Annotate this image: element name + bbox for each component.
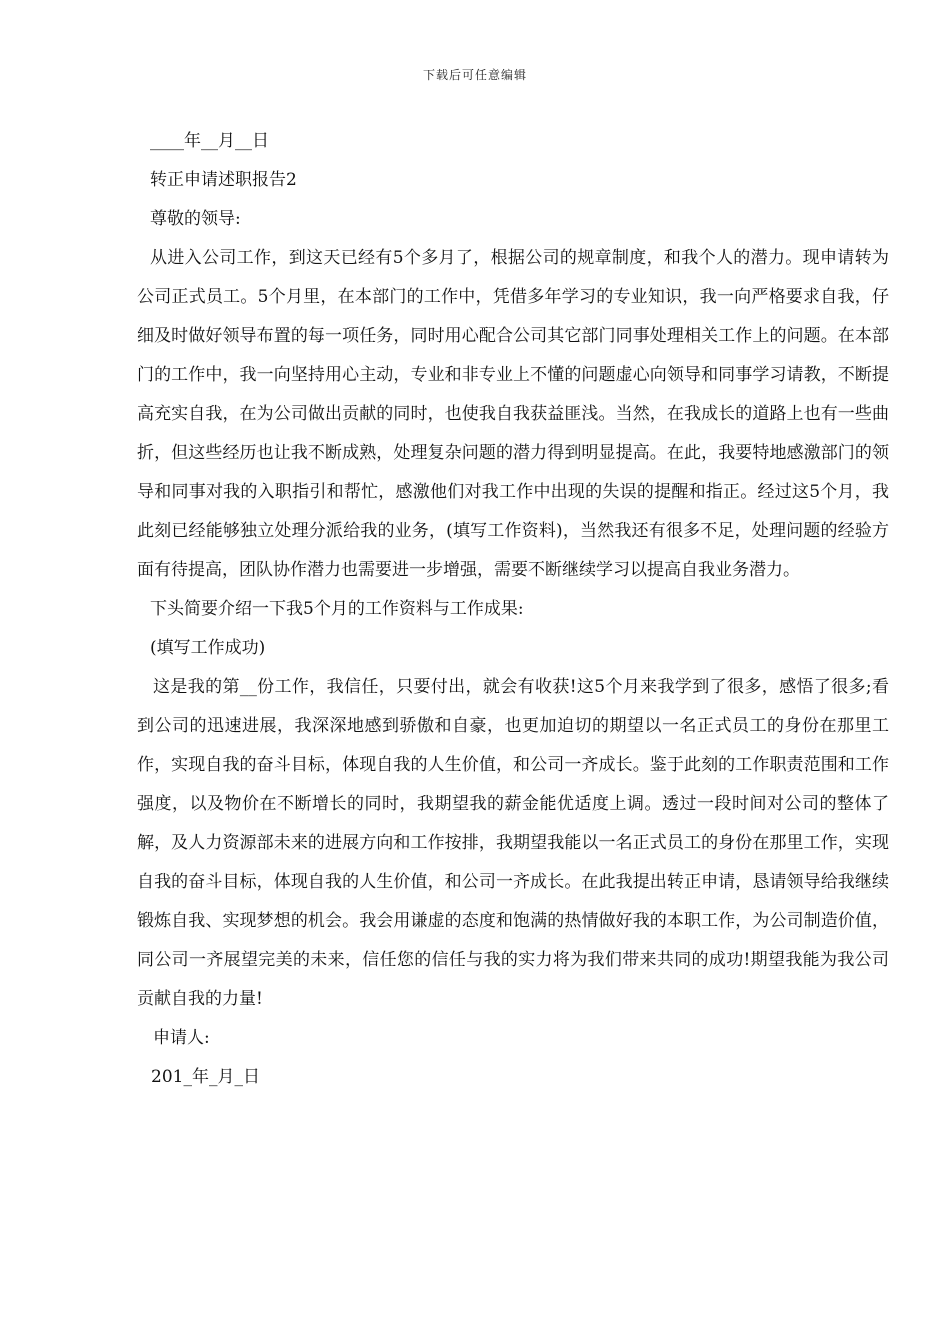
body-paragraph-1: 从进入公司工作，到这天已经有5个多月了，根据公司的规章制度，和我个人的潜力。现申请转为公司正式员工。5个月里，在本部门的工作中，凭借多年学习的专业知识，我一向严格要求自我，仔细及时做好领导布置的每一项任务，同时用心配合公司其它部门同事处理相关工作上的问题。在本部门的工作中，我一向坚持用心主动，专业和非专业上不懂的问题虚心向领导和同事学习请教，不断提高充实自我，在为公司做出贡献的同时，也使我自我获益匪浅。当然，在我成长的道路上也有一些曲折，但这些经历也让我不断成熟，处理复杂问题的潜力得到明显提高。在此，我要特地感激部门的领导和同事对我的入职指引和帮忙，感激他们对我工作中出现的失误的提醒和指正。经过这5个月，我此刻已经能够独立处理分派给我的业务，(填写工作资料)，当然我还有很多不足，处理问题的经验方面有待提高，团队协作潜力也需要进一步增强，需要不断继续学习以提高自我业务潜力。 xyxy=(137,248,889,580)
applicant-label: 申请人: xyxy=(153,1028,210,1048)
page-header-note: 下载后可任意编辑 xyxy=(422,68,527,82)
fill-line: (填写工作成功) xyxy=(150,638,266,658)
date-line: ____年__月__日 xyxy=(150,131,269,151)
document-title: 转正申请述职报告2 xyxy=(150,170,297,190)
intro-line: 下头简要介绍一下我5个月的工作资料与工作成果: xyxy=(150,599,524,619)
closing-date: 201_年_月_日 xyxy=(151,1067,260,1087)
salutation: 尊敬的领导: xyxy=(150,209,241,229)
body-paragraph-2: 这是我的第__份工作，我信任，只要付出，就会有收获!这5个月来我学到了很多，感悟了很多;看到公司的迅速进展，我深深地感到骄傲和自豪，也更加迫切的期望以一名正式员工的身份在那里工作，实现自我的奋斗目标，体现自我的人生价值，和公司一齐成长。鉴于此刻的工作职责范围和工作强度，以及物价在不断增长的同时，我期望我的薪金能优适度上调。透过一段时间对公司的整体了解，及人力资源部未来的进展方向和工作按排，我期望我能以一名正式员工的身份在那里工作，实现自我的奋斗目标，体现自我的人生价值，和公司一齐成长。在此我提出转正申请，恳请领导给我继续锻炼自我、实现梦想的机会。我会用谦虚的态度和饱满的热情做好我的本职工作，为公司制造价值，同公司一齐展望完美的未来，信任您的信任与我的实力将为我们带来共同的成功!期望我能为我公司贡献自我的力量! xyxy=(137,677,889,1009)
document-body xyxy=(137,122,889,1097)
